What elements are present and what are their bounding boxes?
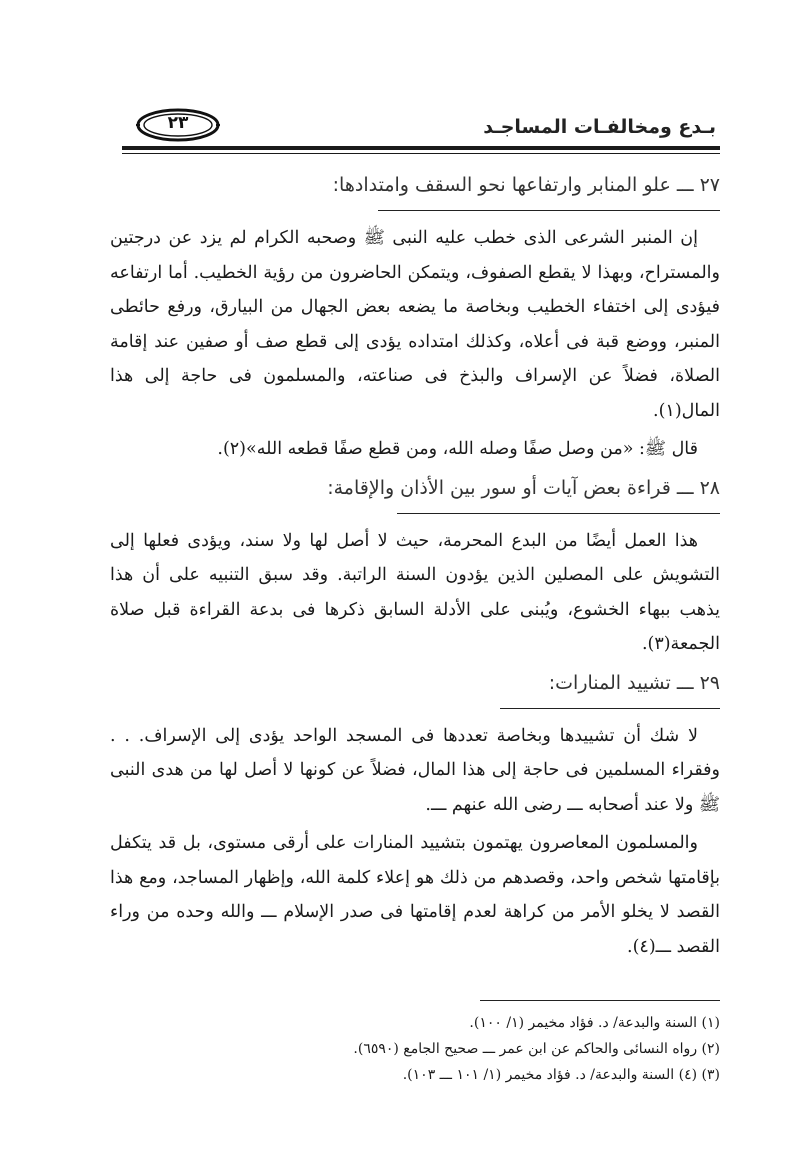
section-29 — [110, 666, 720, 965]
heading-underline — [500, 708, 720, 709]
header-rule-thin — [122, 153, 720, 154]
section-28 — [110, 471, 720, 662]
running-title: بـدع ومخالفـات المساجـد — [483, 116, 716, 138]
page-number: ٢٣ — [167, 113, 189, 133]
paragraph: لا شك أن تشييدها وبخاصة تعددها فى المسجد الواحد يؤدى إلى الإسراف. . . وفقراء المسلمين فى حاجة إلى هذا المال، فضلاً عن كونها لا أصل لها من هدى النبى ﷺ ولا عند أصحابه ـــ رضى الله عنهم ـــ. — [110, 725, 720, 815]
main-content — [110, 168, 720, 968]
section-27 — [110, 168, 720, 467]
footnote-separator — [480, 1000, 720, 1001]
footnote: (٢) رواه النسائى والحاكم عن ابن عمر ـــ صحيح الجامع (٦٥٩٠). — [353, 1041, 720, 1057]
footnote: (١) السنة والبدعة/ د. فؤاد مخيمر (١/ ١٠٠). — [469, 1015, 720, 1031]
paragraph: إن المنبر الشرعى الذى خطب عليه النبى ﷺ وصحبه الكرام لم يزد عن درجتين والمستراح، وبهذا لا يقطع الصفوف، ويتمكن الحاضرون من رؤية الخطيب. أما ارتفاعه فيؤدى إلى اختفاء الخطيب وبخاصة ما يضعه بعض الجهال من البيارق، ورفع حائطى المنبر، ووضع قبة فى أعلاه، وكذلك امتداده يؤدى إلى قطع صف أو صفين عند إقامة الصلاة، فضلاً عن الإسراف والبذخ فى صناعته، والمسلمون فى حاجة إلى هذا المال(١). — [110, 228, 720, 421]
footnote: (٣) (٤) السنة والبدعة/ د. فؤاد مخيمر (١/ ١٠١ ـــ ١٠٣). — [402, 1067, 720, 1083]
section-heading: ٢٨ ـــ قراءة بعض آيات أو سور بين الأذان والإقامة: — [327, 476, 720, 499]
paragraph: قال ﷺ: «من وصل صفًا وصله الله، ومن قطع صفًا قطعه الله»(٢). — [217, 439, 698, 459]
section-heading: ٢٧ ـــ علو المنابر وارتفاعها نحو السقف وامتدادها: — [332, 174, 720, 196]
page-header — [120, 108, 720, 150]
paragraph: هذا العمل أيضًا من البدع المحرمة، حيث لا أصل لها ولا سند، ويؤدى فعلها إلى التشويش على المصلين الذين يؤدون السنة الراتبة. وقد سبق التنبيه على أن هذا يذهب ببهاء الخشوع، ويُبنى على الأدلة السابق ذكرها فى بدعة القراءة قبل صلاة الجمعة(٣). — [110, 530, 720, 654]
heading-underline — [397, 513, 720, 514]
footnotes — [110, 1010, 720, 1088]
heading-underline — [378, 210, 720, 211]
paragraph: والمسلمون المعاصرون يهتمون بتشييد المنارات على أرقى مستوى، بل قد يتكفل بإقامتها شخص واحد، وقصدهم من ذلك هو إعلاء كلمة الله، وإظهار المساجد، ومع هذا القصد لا يخلو الأمر من كراهة لعدم إقامتها فى صدر الإسلام ـــ والله وحده من وراء القصد ـــ(٤). — [110, 833, 720, 957]
header-rule-thick — [122, 146, 720, 150]
section-heading: ٢٩ ـــ تشييد المنارات: — [548, 671, 720, 694]
